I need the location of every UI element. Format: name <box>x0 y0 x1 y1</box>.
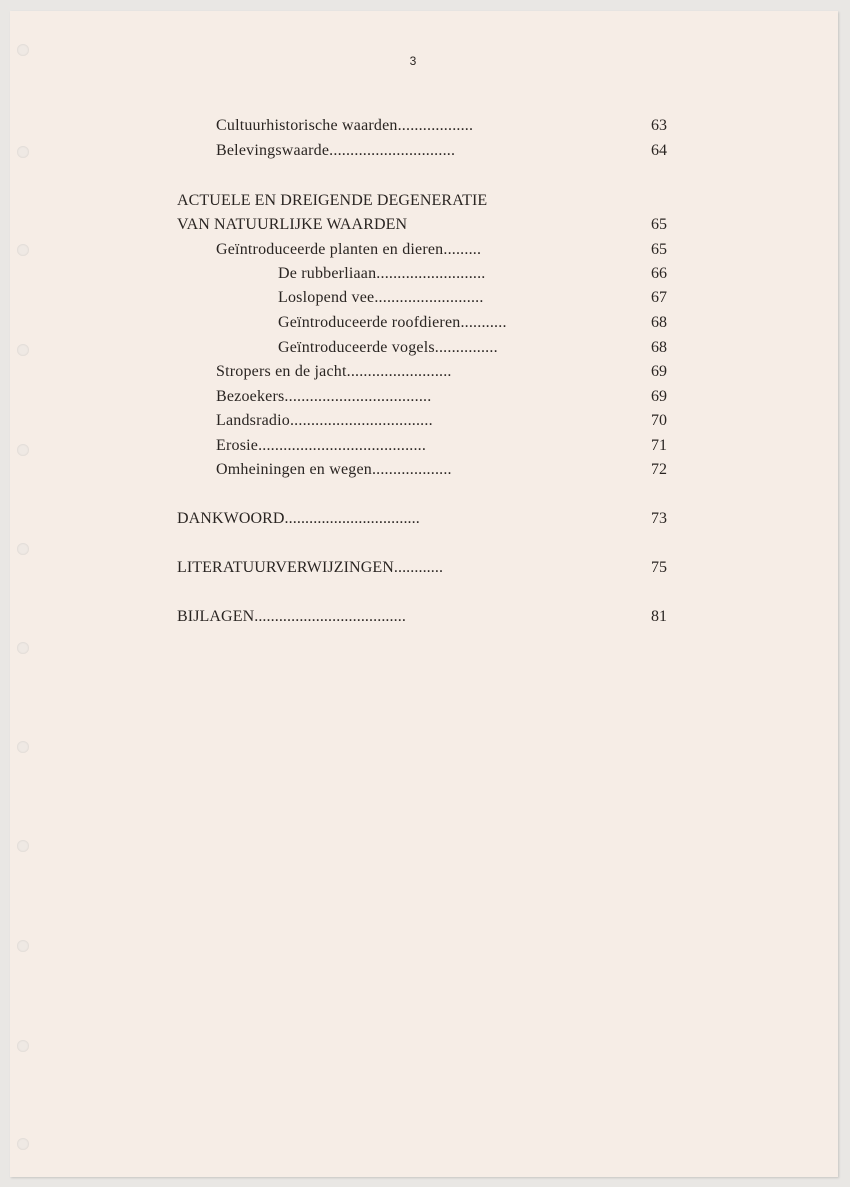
toc-section-heading: ACTUELE EN DREIGENDE DEGENERATIE <box>177 192 488 209</box>
punch-hole <box>17 741 29 753</box>
toc-section-heading: BIJLAGEN..................................... <box>177 608 406 625</box>
document-page <box>10 11 838 1177</box>
toc-entry: Stropers en de jacht......................... <box>216 363 452 380</box>
toc-page-number: 63 <box>651 117 667 134</box>
toc-subentry: Loslopend vee.......................... <box>278 289 484 306</box>
toc-page-number: 65 <box>651 241 667 258</box>
toc-page-number: 75 <box>651 559 667 576</box>
toc-subentry: Geïntroduceerde roofdieren........... <box>278 314 507 331</box>
toc-section-heading: VAN NATUURLIJKE WAARDEN <box>177 216 408 233</box>
toc-page-number: 71 <box>651 437 667 454</box>
toc-subentry: De rubberliaan.......................... <box>278 265 486 282</box>
toc-entry: Geïntroduceerde planten en dieren......... <box>216 241 482 258</box>
toc-page-number: 66 <box>651 265 667 282</box>
toc-entry: Belevingswaarde.............................. <box>216 142 456 159</box>
toc-subentry: Geïntroduceerde vogels............... <box>278 339 498 356</box>
punch-hole <box>17 840 29 852</box>
toc-entry: Bezoekers................................... <box>216 388 432 405</box>
toc-page-number: 64 <box>651 142 667 159</box>
toc-section-heading: DANKWOORD................................. <box>177 510 420 527</box>
toc-entry: Erosie........................................ <box>216 437 427 454</box>
punch-hole <box>17 1138 29 1150</box>
toc-page-number: 69 <box>651 388 667 405</box>
page-number: 3 <box>409 54 417 68</box>
toc-entry: Omheiningen en wegen................... <box>216 461 452 478</box>
toc-page-number: 65 <box>651 216 667 233</box>
punch-hole <box>17 146 29 158</box>
toc-page-number: 70 <box>651 412 667 429</box>
toc-page-number: 73 <box>651 510 667 527</box>
punch-hole <box>17 244 29 256</box>
toc-page-number: 72 <box>651 461 667 478</box>
toc-page-number: 67 <box>651 289 667 306</box>
toc-entry: Landsradio.................................. <box>216 412 433 429</box>
toc-entry: Cultuurhistorische waarden.................. <box>216 117 474 134</box>
toc-page-number: 68 <box>651 339 667 356</box>
punch-hole <box>17 940 29 952</box>
toc-page-number: 68 <box>651 314 667 331</box>
punch-hole <box>17 344 29 356</box>
punch-hole <box>17 543 29 555</box>
toc-page-number: 81 <box>651 608 667 625</box>
punch-hole <box>17 642 29 654</box>
toc-page-number: 69 <box>651 363 667 380</box>
punch-hole <box>17 1040 29 1052</box>
punch-hole <box>17 444 29 456</box>
toc-section-heading: LITERATUURVERWIJZINGEN............ <box>177 559 444 576</box>
